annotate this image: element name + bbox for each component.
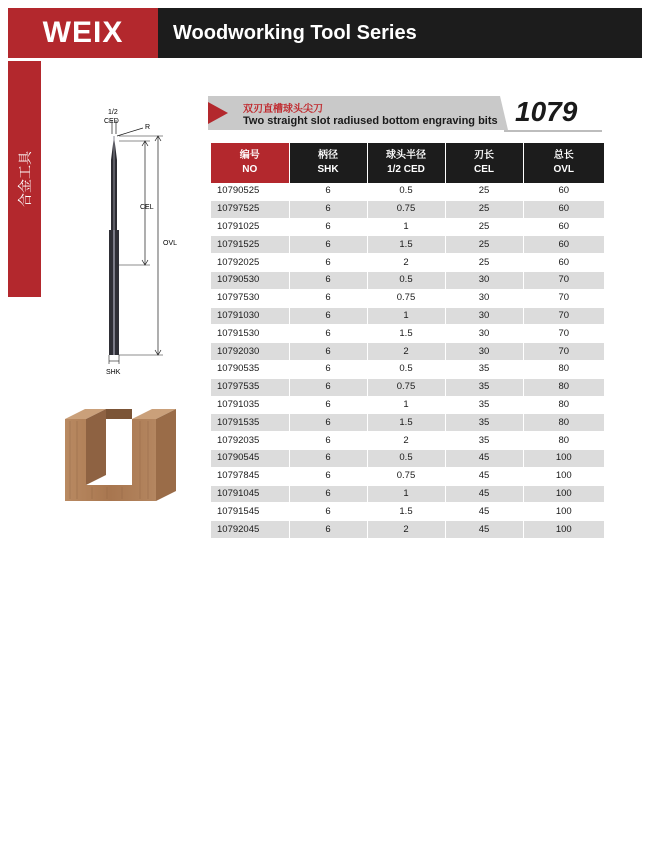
- cell-ovl: 80: [523, 414, 604, 432]
- cell-ovl: 80: [523, 378, 604, 396]
- cell-shk: 6: [289, 307, 367, 325]
- r-label: R: [145, 124, 151, 131]
- table-row: [211, 218, 604, 236]
- router-bit-drawing: [95, 100, 195, 385]
- cell-shk: 6: [289, 183, 367, 200]
- cell-ovl: 80: [523, 432, 604, 450]
- column-header-ovl: 总长 OVL: [523, 143, 604, 183]
- spec-table-header-row: [211, 143, 604, 183]
- cell-ovl: 70: [523, 325, 604, 343]
- wood-side-face: [156, 409, 176, 501]
- product-title-cn: 双刃直槽球头尖刀: [243, 104, 323, 115]
- cell-shk: 6: [289, 360, 367, 378]
- cell-no: 10791530: [211, 325, 289, 343]
- cell-shk: 6: [289, 289, 367, 307]
- cell-ced: 2: [367, 254, 445, 272]
- wood-groove-wall: [86, 409, 106, 485]
- cell-cel: 45: [445, 449, 523, 467]
- table-row: [211, 432, 604, 450]
- product-model-number: 1079: [515, 96, 578, 127]
- wood-groove-back: [106, 409, 132, 419]
- cell-ced: 0.5: [367, 183, 445, 200]
- product-title-en: Two straight slot radiused bottom engraving bits: [243, 115, 498, 127]
- cell-shk: 6: [289, 325, 367, 343]
- cell-shk: 6: [289, 485, 367, 503]
- cell-no: 10791535: [211, 414, 289, 432]
- table-row: [211, 449, 604, 467]
- cell-cel: 35: [445, 432, 523, 450]
- cell-ovl: 60: [523, 218, 604, 236]
- cell-no: 10792025: [211, 254, 289, 272]
- shk-label: SHK: [106, 369, 121, 376]
- table-row: [211, 414, 604, 432]
- cell-shk: 6: [289, 378, 367, 396]
- cell-cel: 45: [445, 503, 523, 521]
- cell-ced: 1: [367, 218, 445, 236]
- cell-ovl: 100: [523, 467, 604, 485]
- cell-ced: 1.5: [367, 414, 445, 432]
- cell-ced: 1: [367, 396, 445, 414]
- column-header-cel: 刃长 CEL: [445, 143, 523, 183]
- cell-ced: 2: [367, 343, 445, 361]
- cell-shk: 6: [289, 414, 367, 432]
- cell-ced: 0.5: [367, 360, 445, 378]
- cell-no: 10792035: [211, 432, 289, 450]
- cell-ovl: 100: [523, 449, 604, 467]
- cell-no: 10791545: [211, 503, 289, 521]
- cell-no: 10790530: [211, 271, 289, 289]
- cell-no: 10792030: [211, 343, 289, 361]
- category-side-tab: [8, 61, 41, 297]
- brand-logo: WEIX: [8, 8, 158, 58]
- cell-cel: 30: [445, 325, 523, 343]
- cell-cel: 30: [445, 289, 523, 307]
- cell-no: 10791025: [211, 218, 289, 236]
- cell-ovl: 100: [523, 503, 604, 521]
- cell-ced: 0.75: [367, 467, 445, 485]
- wood-groove-illustration: [62, 405, 182, 505]
- cell-shk: 6: [289, 343, 367, 361]
- cell-ced: 1: [367, 307, 445, 325]
- cell-ced: 1: [367, 485, 445, 503]
- ovl-label: OVL: [163, 240, 178, 247]
- cell-no: 10791030: [211, 307, 289, 325]
- table-row: [211, 503, 604, 521]
- cell-shk: 6: [289, 449, 367, 467]
- spec-table-body: [211, 183, 604, 538]
- cell-shk: 6: [289, 200, 367, 218]
- cell-shk: 6: [289, 271, 367, 289]
- table-row: [211, 360, 604, 378]
- cell-ovl: 70: [523, 307, 604, 325]
- table-row: [211, 378, 604, 396]
- cell-cel: 45: [445, 485, 523, 503]
- cell-no: 10790525: [211, 183, 289, 200]
- cell-no: 10790545: [211, 449, 289, 467]
- cell-ced: 0.75: [367, 289, 445, 307]
- cell-ced: 0.75: [367, 378, 445, 396]
- cell-cel: 35: [445, 396, 523, 414]
- cell-ced: 0.75: [367, 200, 445, 218]
- table-row: [211, 467, 604, 485]
- cell-ovl: 70: [523, 271, 604, 289]
- cell-shk: 6: [289, 218, 367, 236]
- table-row: [211, 396, 604, 414]
- cell-no: 10797845: [211, 467, 289, 485]
- cell-shk: 6: [289, 521, 367, 539]
- header-bar: [8, 8, 642, 58]
- cell-cel: 25: [445, 183, 523, 200]
- cell-ovl: 100: [523, 521, 604, 539]
- cell-ovl: 60: [523, 200, 604, 218]
- category-side-tab-label: 合金工具: [17, 151, 34, 207]
- cell-ced: 1.5: [367, 503, 445, 521]
- cell-ced: 2: [367, 432, 445, 450]
- table-row: [211, 343, 604, 361]
- cell-cel: 30: [445, 343, 523, 361]
- cell-no: 10791525: [211, 236, 289, 254]
- cell-cel: 35: [445, 378, 523, 396]
- bit-shank-highlight: [113, 230, 115, 355]
- cell-cel: 35: [445, 360, 523, 378]
- cell-ovl: 80: [523, 360, 604, 378]
- cell-no: 10790535: [211, 360, 289, 378]
- ced-label: CED: [104, 118, 119, 125]
- cell-no: 10792045: [211, 521, 289, 539]
- table-row: [211, 183, 604, 200]
- cell-cel: 30: [445, 271, 523, 289]
- cell-no: 10791045: [211, 485, 289, 503]
- cell-shk: 6: [289, 503, 367, 521]
- cell-ovl: 80: [523, 396, 604, 414]
- cell-ced: 1.5: [367, 236, 445, 254]
- cell-ovl: 60: [523, 183, 604, 200]
- cell-no: 10797525: [211, 200, 289, 218]
- cell-shk: 6: [289, 432, 367, 450]
- table-row: [211, 521, 604, 539]
- column-header-no: 编号 NO: [211, 143, 289, 183]
- cell-cel: 30: [445, 307, 523, 325]
- ced-fraction-label: 1/2: [108, 109, 118, 116]
- cell-ovl: 70: [523, 289, 604, 307]
- cell-ced: 1.5: [367, 325, 445, 343]
- series-title: Woodworking Tool Series: [173, 22, 417, 44]
- cell-ced: 0.5: [367, 271, 445, 289]
- cell-cel: 45: [445, 467, 523, 485]
- cell-cel: 25: [445, 200, 523, 218]
- cell-cel: 25: [445, 218, 523, 236]
- cell-ovl: 70: [523, 343, 604, 361]
- cell-no: 10797530: [211, 289, 289, 307]
- cell-no: 10791035: [211, 396, 289, 414]
- cell-ovl: 100: [523, 485, 604, 503]
- table-row: [211, 485, 604, 503]
- table-row: [211, 236, 604, 254]
- cel-label: CEL: [140, 204, 154, 211]
- cell-shk: 6: [289, 467, 367, 485]
- cell-shk: 6: [289, 236, 367, 254]
- cell-no: 10797535: [211, 378, 289, 396]
- column-header-shk: 柄径 SHK: [289, 143, 367, 183]
- cell-cel: 25: [445, 254, 523, 272]
- cell-shk: 6: [289, 396, 367, 414]
- cell-ced: 0.5: [367, 449, 445, 467]
- cell-ced: 2: [367, 521, 445, 539]
- table-row: [211, 325, 604, 343]
- cell-cel: 45: [445, 521, 523, 539]
- table-row: [211, 307, 604, 325]
- cell-cel: 35: [445, 414, 523, 432]
- column-header-ced: 球头半径 1/2 CED: [367, 143, 445, 183]
- table-row: [211, 289, 604, 307]
- cell-cel: 25: [445, 236, 523, 254]
- table-row: [211, 271, 604, 289]
- wood-front-face: [65, 419, 156, 501]
- table-row: [211, 200, 604, 218]
- spec-table: [211, 143, 604, 539]
- r-leader-line: [117, 128, 143, 136]
- cell-shk: 6: [289, 254, 367, 272]
- table-row: [211, 254, 604, 272]
- cell-ovl: 60: [523, 236, 604, 254]
- cell-ovl: 60: [523, 254, 604, 272]
